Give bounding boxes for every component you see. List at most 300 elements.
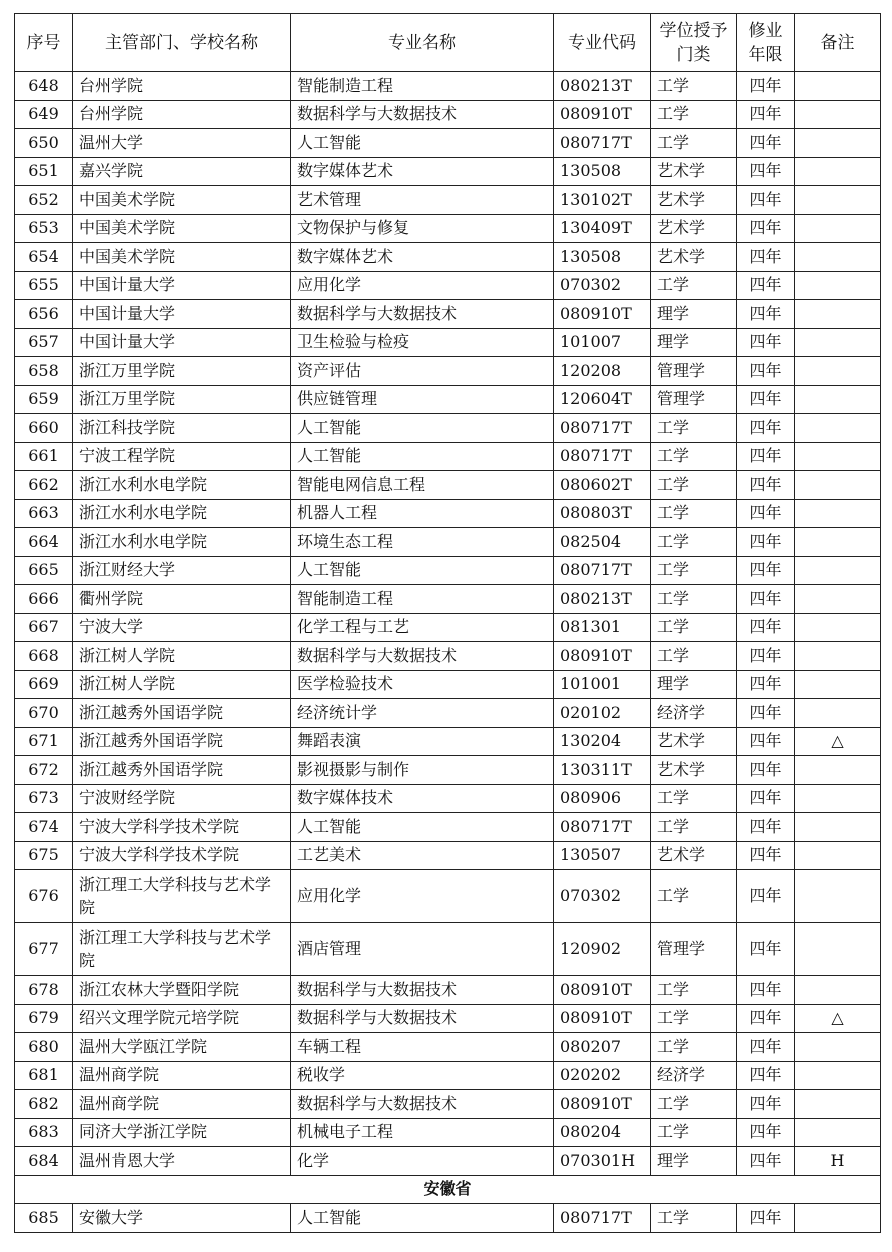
cell-major: 智能制造工程 xyxy=(291,72,554,101)
table-row xyxy=(15,642,881,671)
cell-note xyxy=(795,72,881,101)
table-row xyxy=(15,72,881,101)
cell-note xyxy=(795,271,881,300)
cell-major: 车辆工程 xyxy=(291,1033,554,1062)
cell-major: 化学工程与工艺 xyxy=(291,613,554,642)
table-row xyxy=(15,243,881,272)
cell-note xyxy=(795,471,881,500)
cell-num: 664 xyxy=(15,528,73,557)
cell-num: 667 xyxy=(15,613,73,642)
cell-school: 宁波工程学院 xyxy=(73,442,291,471)
table-row xyxy=(15,670,881,699)
cell-school: 浙江越秀外国语学院 xyxy=(73,756,291,785)
cell-code: 130204 xyxy=(554,727,651,756)
cell-degree: 工学 xyxy=(651,471,737,500)
cell-note xyxy=(795,923,881,976)
cell-degree: 艺术学 xyxy=(651,243,737,272)
table-row xyxy=(15,1004,881,1033)
cell-years: 四年 xyxy=(737,442,795,471)
cell-note xyxy=(795,841,881,870)
cell-degree: 理学 xyxy=(651,670,737,699)
cell-num: 674 xyxy=(15,813,73,842)
table-row xyxy=(15,414,881,443)
cell-num: 665 xyxy=(15,556,73,585)
table-row xyxy=(15,442,881,471)
cell-school: 衢州学院 xyxy=(73,585,291,614)
cell-degree: 理学 xyxy=(651,328,737,357)
cell-code: 070302 xyxy=(554,870,651,923)
cell-code: 080207 xyxy=(554,1033,651,1062)
cell-code: 080717T xyxy=(554,1204,651,1233)
cell-major: 数据科学与大数据技术 xyxy=(291,1004,554,1033)
cell-code: 080910T xyxy=(554,976,651,1005)
table-row xyxy=(15,328,881,357)
cell-years: 四年 xyxy=(737,385,795,414)
cell-degree: 工学 xyxy=(651,1004,737,1033)
cell-school: 浙江农林大学暨阳学院 xyxy=(73,976,291,1005)
cell-major: 资产评估 xyxy=(291,357,554,386)
table-row xyxy=(15,471,881,500)
table-row xyxy=(15,357,881,386)
cell-degree: 工学 xyxy=(651,72,737,101)
cell-degree: 艺术学 xyxy=(651,841,737,870)
cell-major: 文物保护与修复 xyxy=(291,214,554,243)
table-row xyxy=(15,100,881,129)
cell-degree: 工学 xyxy=(651,100,737,129)
cell-degree: 工学 xyxy=(651,870,737,923)
cell-code: 080910T xyxy=(554,100,651,129)
cell-degree: 管理学 xyxy=(651,385,737,414)
cell-note xyxy=(795,328,881,357)
cell-num: 654 xyxy=(15,243,73,272)
cell-note xyxy=(795,414,881,443)
cell-years: 四年 xyxy=(737,727,795,756)
cell-note xyxy=(795,613,881,642)
cell-years: 四年 xyxy=(737,585,795,614)
cell-major: 机器人工程 xyxy=(291,499,554,528)
header-degree: 学位授予门类 xyxy=(651,14,737,72)
cell-code: 082504 xyxy=(554,528,651,557)
cell-degree: 理学 xyxy=(651,300,737,329)
cell-school: 中国美术学院 xyxy=(73,186,291,215)
cell-years: 四年 xyxy=(737,471,795,500)
cell-degree: 经济学 xyxy=(651,1061,737,1090)
cell-years: 四年 xyxy=(737,214,795,243)
cell-degree: 工学 xyxy=(651,556,737,585)
cell-major: 数字媒体艺术 xyxy=(291,157,554,186)
cell-code: 070302 xyxy=(554,271,651,300)
header-note: 备注 xyxy=(795,14,881,72)
cell-years: 四年 xyxy=(737,1204,795,1233)
cell-degree: 艺术学 xyxy=(651,727,737,756)
cell-code: 130409T xyxy=(554,214,651,243)
cell-code: 080910T xyxy=(554,300,651,329)
cell-school: 浙江水利水电学院 xyxy=(73,499,291,528)
cell-school: 中国计量大学 xyxy=(73,300,291,329)
cell-num: 669 xyxy=(15,670,73,699)
cell-school: 嘉兴学院 xyxy=(73,157,291,186)
cell-degree: 理学 xyxy=(651,1147,737,1176)
cell-num: 659 xyxy=(15,385,73,414)
cell-degree: 工学 xyxy=(651,585,737,614)
cell-note xyxy=(795,300,881,329)
cell-major: 舞蹈表演 xyxy=(291,727,554,756)
cell-years: 四年 xyxy=(737,670,795,699)
cell-school: 温州肯恩大学 xyxy=(73,1147,291,1176)
cell-note xyxy=(795,556,881,585)
cell-major: 医学检验技术 xyxy=(291,670,554,699)
cell-school: 安徽大学 xyxy=(73,1204,291,1233)
table-row xyxy=(15,385,881,414)
cell-code: 130507 xyxy=(554,841,651,870)
cell-major: 智能制造工程 xyxy=(291,585,554,614)
table-row xyxy=(15,129,881,158)
cell-note xyxy=(795,186,881,215)
cell-degree: 工学 xyxy=(651,642,737,671)
cell-code: 080717T xyxy=(554,129,651,158)
cell-school: 浙江万里学院 xyxy=(73,385,291,414)
table-row xyxy=(15,613,881,642)
cell-note xyxy=(795,1204,881,1233)
cell-code: 080213T xyxy=(554,585,651,614)
cell-note xyxy=(795,870,881,923)
cell-code: 120902 xyxy=(554,923,651,976)
cell-degree: 工学 xyxy=(651,1118,737,1147)
cell-school: 中国美术学院 xyxy=(73,243,291,272)
cell-code: 020202 xyxy=(554,1061,651,1090)
table-header-row xyxy=(15,14,881,72)
cell-num: 661 xyxy=(15,442,73,471)
table-row xyxy=(15,1090,881,1119)
cell-code: 080906 xyxy=(554,784,651,813)
cell-school: 浙江科技学院 xyxy=(73,414,291,443)
cell-degree: 工学 xyxy=(651,1204,737,1233)
cell-note xyxy=(795,442,881,471)
cell-num: 662 xyxy=(15,471,73,500)
table-body xyxy=(15,72,881,1233)
cell-num: 658 xyxy=(15,357,73,386)
cell-degree: 工学 xyxy=(651,1090,737,1119)
cell-years: 四年 xyxy=(737,129,795,158)
province-name: 安徽省 xyxy=(15,1175,881,1204)
cell-school: 台州学院 xyxy=(73,100,291,129)
cell-years: 四年 xyxy=(737,499,795,528)
cell-major: 人工智能 xyxy=(291,442,554,471)
cell-code: 080213T xyxy=(554,72,651,101)
cell-note xyxy=(795,1090,881,1119)
table-row xyxy=(15,556,881,585)
cell-note xyxy=(795,784,881,813)
cell-years: 四年 xyxy=(737,186,795,215)
cell-years: 四年 xyxy=(737,613,795,642)
cell-major: 供应链管理 xyxy=(291,385,554,414)
cell-code: 101001 xyxy=(554,670,651,699)
cell-code: 120604T xyxy=(554,385,651,414)
cell-num: 649 xyxy=(15,100,73,129)
cell-num: 680 xyxy=(15,1033,73,1062)
cell-years: 四年 xyxy=(737,1118,795,1147)
cell-num: 682 xyxy=(15,1090,73,1119)
cell-note xyxy=(795,813,881,842)
cell-note xyxy=(795,157,881,186)
cell-school: 中国计量大学 xyxy=(73,328,291,357)
cell-major: 影视摄影与制作 xyxy=(291,756,554,785)
cell-num: 677 xyxy=(15,923,73,976)
table-row xyxy=(15,870,881,923)
cell-note xyxy=(795,1061,881,1090)
cell-degree: 工学 xyxy=(651,613,737,642)
cell-major: 化学 xyxy=(291,1147,554,1176)
table-row xyxy=(15,186,881,215)
cell-years: 四年 xyxy=(737,642,795,671)
table-row xyxy=(15,1033,881,1062)
cell-degree: 工学 xyxy=(651,976,737,1005)
cell-school: 温州大学瓯江学院 xyxy=(73,1033,291,1062)
majors-table xyxy=(14,13,881,1233)
cell-note xyxy=(795,243,881,272)
cell-degree: 工学 xyxy=(651,442,737,471)
cell-degree: 工学 xyxy=(651,528,737,557)
cell-school: 浙江水利水电学院 xyxy=(73,471,291,500)
table-row xyxy=(15,784,881,813)
cell-note xyxy=(795,642,881,671)
cell-note xyxy=(795,1033,881,1062)
cell-num: 655 xyxy=(15,271,73,300)
cell-school: 浙江越秀外国语学院 xyxy=(73,699,291,728)
header-major: 专业名称 xyxy=(291,14,554,72)
cell-school: 温州商学院 xyxy=(73,1090,291,1119)
cell-school: 浙江越秀外国语学院 xyxy=(73,727,291,756)
cell-major: 应用化学 xyxy=(291,271,554,300)
cell-num: 671 xyxy=(15,727,73,756)
cell-major: 环境生态工程 xyxy=(291,528,554,557)
cell-note xyxy=(795,385,881,414)
cell-code: 080717T xyxy=(554,442,651,471)
cell-years: 四年 xyxy=(737,976,795,1005)
cell-code: 130508 xyxy=(554,157,651,186)
cell-years: 四年 xyxy=(737,528,795,557)
cell-school: 温州大学 xyxy=(73,129,291,158)
cell-years: 四年 xyxy=(737,784,795,813)
cell-years: 四年 xyxy=(737,271,795,300)
table-row xyxy=(15,528,881,557)
header-years: 修业年限 xyxy=(737,14,795,72)
cell-years: 四年 xyxy=(737,157,795,186)
cell-major: 卫生检验与检疫 xyxy=(291,328,554,357)
cell-years: 四年 xyxy=(737,328,795,357)
cell-major: 机械电子工程 xyxy=(291,1118,554,1147)
cell-school: 中国美术学院 xyxy=(73,214,291,243)
cell-note xyxy=(795,214,881,243)
cell-num: 672 xyxy=(15,756,73,785)
cell-school: 宁波大学科学技术学院 xyxy=(73,841,291,870)
cell-major: 人工智能 xyxy=(291,813,554,842)
cell-code: 120208 xyxy=(554,357,651,386)
cell-years: 四年 xyxy=(737,813,795,842)
table-row xyxy=(15,1118,881,1147)
cell-code: 080910T xyxy=(554,1004,651,1033)
cell-num: 657 xyxy=(15,328,73,357)
table-row xyxy=(15,1204,881,1233)
cell-num: 666 xyxy=(15,585,73,614)
cell-school: 浙江理工大学科技与艺术学院 xyxy=(73,870,291,923)
table-row xyxy=(15,699,881,728)
cell-num: 663 xyxy=(15,499,73,528)
table-row xyxy=(15,1147,881,1176)
cell-school: 宁波财经学院 xyxy=(73,784,291,813)
table-row xyxy=(15,841,881,870)
cell-major: 数据科学与大数据技术 xyxy=(291,100,554,129)
cell-years: 四年 xyxy=(737,1004,795,1033)
cell-note xyxy=(795,670,881,699)
cell-note xyxy=(795,499,881,528)
cell-degree: 管理学 xyxy=(651,357,737,386)
cell-num: 685 xyxy=(15,1204,73,1233)
cell-major: 数据科学与大数据技术 xyxy=(291,300,554,329)
header-school: 主管部门、学校名称 xyxy=(73,14,291,72)
cell-degree: 工学 xyxy=(651,1033,737,1062)
cell-major: 数据科学与大数据技术 xyxy=(291,976,554,1005)
cell-years: 四年 xyxy=(737,1147,795,1176)
cell-code: 080717T xyxy=(554,414,651,443)
cell-num: 678 xyxy=(15,976,73,1005)
cell-years: 四年 xyxy=(737,1090,795,1119)
cell-code: 080204 xyxy=(554,1118,651,1147)
cell-num: 676 xyxy=(15,870,73,923)
header-num: 序号 xyxy=(15,14,73,72)
table-row xyxy=(15,976,881,1005)
table-row xyxy=(15,214,881,243)
cell-degree: 工学 xyxy=(651,271,737,300)
cell-note: H xyxy=(795,1147,881,1176)
cell-major: 智能电网信息工程 xyxy=(291,471,554,500)
cell-major: 数据科学与大数据技术 xyxy=(291,642,554,671)
cell-num: 684 xyxy=(15,1147,73,1176)
cell-years: 四年 xyxy=(737,556,795,585)
cell-degree: 工学 xyxy=(651,499,737,528)
cell-num: 673 xyxy=(15,784,73,813)
cell-years: 四年 xyxy=(737,841,795,870)
cell-school: 浙江理工大学科技与艺术学院 xyxy=(73,923,291,976)
cell-major: 工艺美术 xyxy=(291,841,554,870)
cell-school: 同济大学浙江学院 xyxy=(73,1118,291,1147)
cell-major: 人工智能 xyxy=(291,1204,554,1233)
cell-num: 651 xyxy=(15,157,73,186)
cell-school: 温州商学院 xyxy=(73,1061,291,1090)
table-row xyxy=(15,300,881,329)
cell-major: 人工智能 xyxy=(291,414,554,443)
cell-note xyxy=(795,357,881,386)
cell-school: 宁波大学 xyxy=(73,613,291,642)
cell-note xyxy=(795,1118,881,1147)
cell-note xyxy=(795,528,881,557)
cell-note xyxy=(795,100,881,129)
cell-major: 艺术管理 xyxy=(291,186,554,215)
cell-degree: 工学 xyxy=(651,784,737,813)
cell-school: 中国计量大学 xyxy=(73,271,291,300)
cell-num: 656 xyxy=(15,300,73,329)
cell-years: 四年 xyxy=(737,699,795,728)
cell-num: 650 xyxy=(15,129,73,158)
cell-note xyxy=(795,756,881,785)
cell-degree: 艺术学 xyxy=(651,756,737,785)
table-row xyxy=(15,727,881,756)
cell-years: 四年 xyxy=(737,756,795,785)
table-row xyxy=(15,756,881,785)
cell-years: 四年 xyxy=(737,414,795,443)
cell-code: 080803T xyxy=(554,499,651,528)
cell-degree: 工学 xyxy=(651,414,737,443)
cell-degree: 艺术学 xyxy=(651,186,737,215)
cell-degree: 经济学 xyxy=(651,699,737,728)
cell-note: △ xyxy=(795,1004,881,1033)
cell-major: 税收学 xyxy=(291,1061,554,1090)
cell-years: 四年 xyxy=(737,1033,795,1062)
cell-num: 675 xyxy=(15,841,73,870)
cell-num: 668 xyxy=(15,642,73,671)
cell-degree: 艺术学 xyxy=(651,157,737,186)
table-row xyxy=(15,157,881,186)
cell-num: 648 xyxy=(15,72,73,101)
table-row xyxy=(15,1061,881,1090)
cell-code: 081301 xyxy=(554,613,651,642)
cell-num: 652 xyxy=(15,186,73,215)
cell-major: 数字媒体技术 xyxy=(291,784,554,813)
cell-major: 数字媒体艺术 xyxy=(291,243,554,272)
cell-school: 浙江万里学院 xyxy=(73,357,291,386)
cell-major: 人工智能 xyxy=(291,556,554,585)
cell-code: 080910T xyxy=(554,642,651,671)
cell-note xyxy=(795,129,881,158)
cell-major: 经济统计学 xyxy=(291,699,554,728)
cell-note xyxy=(795,699,881,728)
cell-num: 683 xyxy=(15,1118,73,1147)
table-row xyxy=(15,499,881,528)
cell-years: 四年 xyxy=(737,72,795,101)
table-row xyxy=(15,585,881,614)
cell-school: 浙江财经大学 xyxy=(73,556,291,585)
header-code: 专业代码 xyxy=(554,14,651,72)
province-row xyxy=(15,1175,881,1204)
cell-school: 绍兴文理学院元培学院 xyxy=(73,1004,291,1033)
cell-school: 台州学院 xyxy=(73,72,291,101)
cell-num: 670 xyxy=(15,699,73,728)
cell-note: △ xyxy=(795,727,881,756)
cell-major: 酒店管理 xyxy=(291,923,554,976)
cell-school: 浙江树人学院 xyxy=(73,670,291,699)
cell-major: 数据科学与大数据技术 xyxy=(291,1090,554,1119)
cell-code: 080717T xyxy=(554,813,651,842)
cell-degree: 工学 xyxy=(651,129,737,158)
cell-school: 浙江水利水电学院 xyxy=(73,528,291,557)
cell-note xyxy=(795,976,881,1005)
cell-years: 四年 xyxy=(737,1061,795,1090)
cell-years: 四年 xyxy=(737,100,795,129)
cell-code: 080602T xyxy=(554,471,651,500)
cell-major: 人工智能 xyxy=(291,129,554,158)
cell-code: 130508 xyxy=(554,243,651,272)
cell-code: 070301H xyxy=(554,1147,651,1176)
cell-code: 020102 xyxy=(554,699,651,728)
cell-degree: 艺术学 xyxy=(651,214,737,243)
cell-num: 681 xyxy=(15,1061,73,1090)
cell-code: 130102T xyxy=(554,186,651,215)
cell-code: 080717T xyxy=(554,556,651,585)
table-row xyxy=(15,271,881,300)
cell-note xyxy=(795,585,881,614)
cell-years: 四年 xyxy=(737,357,795,386)
cell-years: 四年 xyxy=(737,300,795,329)
